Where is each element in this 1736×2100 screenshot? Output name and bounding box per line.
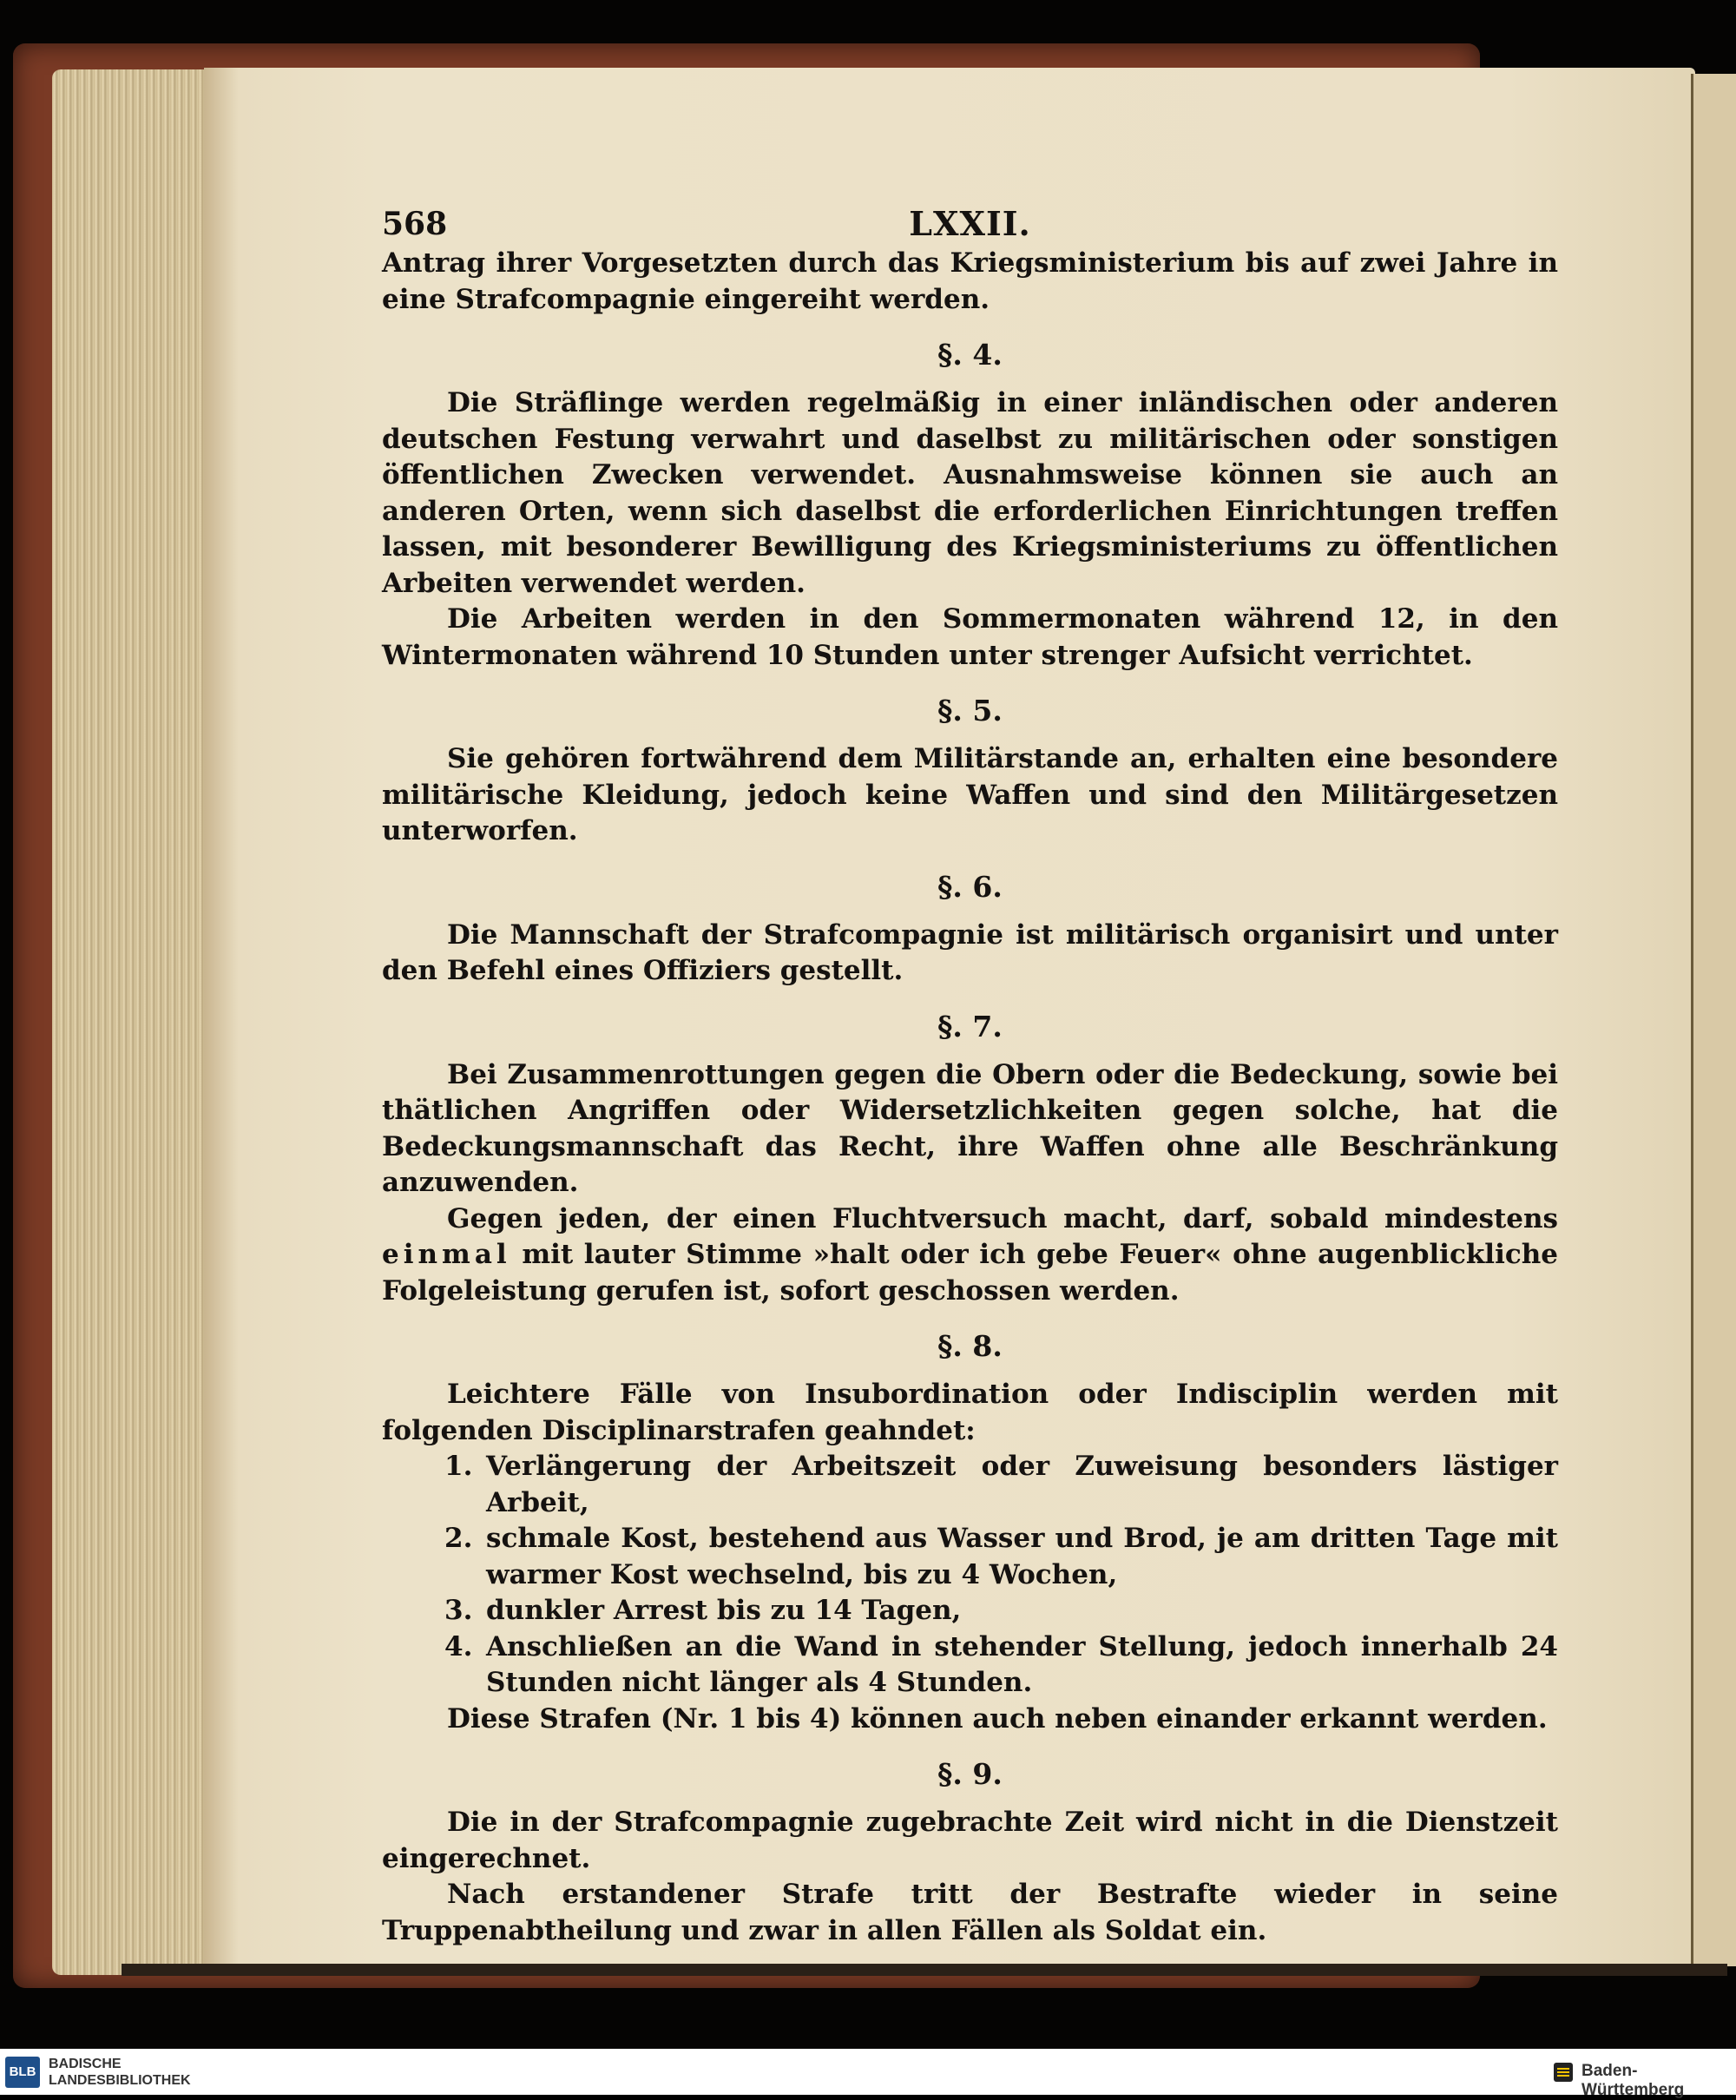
facing-page-edge	[1691, 74, 1736, 1966]
list-text: Anschließen an die Wand in stehender Stellung, jedoch innerhalb 24 Stunden nicht länger als 4 Stunden.	[486, 1630, 1558, 1698]
list-number: 1.	[444, 1451, 473, 1482]
list-item	[382, 1449, 1558, 1521]
paragraph-intro: Antrag ihrer Vorgesetzten durch das Kriegsministerium bis auf zwei Jahre in eine Strafcompagnie eingereiht werden.	[382, 247, 1558, 315]
list-number: 4.	[444, 1630, 473, 1662]
paragraph-s8-1: Leichtere Fälle von Insubordination oder Indisciplin werden mit folgenden Disciplinarstrafen geahndet:	[382, 1379, 1558, 1446]
list-number: 3.	[444, 1595, 473, 1626]
text-run: Gegen jeden, der einen Fluchtversuch macht, darf, sobald mindestens	[447, 1202, 1558, 1234]
paragraph-s4-2: Die Arbeiten werden in den Sommermonaten während 12, in den Wintermonaten während 10 Stunden unter strenger Aufsicht verrichtet.	[382, 603, 1558, 671]
library-name-line2: LANDESBIBLIOTHEK	[49, 2073, 191, 2088]
page-edges	[52, 69, 213, 1975]
section-heading-9: §. 9.	[937, 1757, 1003, 1791]
bw-coat-of-arms-icon	[1552, 2061, 1575, 2084]
paragraph-s4-1: Die Sträflinge werden regelmäßig in einer inländischen oder anderen deutschen Festung verwahrt und daselbst zu militärischen oder sonstigen öffentlichen Zwecken verwendet. Ausnahmsweise können sie auch an anderen Orten, wenn sich daselbst die erforderlichen Einrichtungen treffen lassen, mit besonderer Bewilligung des Kriegsministeriums zu öffentlichen Arbeiten verwendet werden.	[382, 387, 1558, 599]
list-number: 2.	[444, 1523, 473, 1554]
page-shadow	[122, 1964, 1727, 1976]
state-label[interactable]: Baden-Württemberg	[1581, 2062, 1685, 2099]
text-run: mit lauter Stimme »halt oder ich gebe Feuer« ohne augenblickliche Folgeleistung gerufen ist, sofort geschossen werden.	[382, 1239, 1558, 1307]
chapter-number: LXXII.	[909, 204, 1031, 243]
section-heading-8: §. 8.	[937, 1329, 1003, 1363]
list-text: Verlängerung der Arbeitszeit oder Zuweisung besonders lästiger Arbeit,	[486, 1451, 1558, 1518]
paragraph-s9-2: Nach erstandener Strafe tritt der Bestrafte wieder in seine Truppenabtheilung und zwar in allen Fällen als Soldat ein.	[382, 1879, 1558, 1946]
penalty-list	[382, 1449, 1558, 1702]
running-header	[382, 195, 1558, 246]
page-text	[382, 195, 1558, 1949]
section-heading-6: §. 6.	[937, 869, 1003, 904]
list-text: schmale Kost, bestehend aus Wasser und Brod, je am dritten Tage mit warmer Kost wechselnd, bis zu 4 Wochen,	[486, 1523, 1558, 1590]
page-number: 568	[382, 206, 448, 242]
list-text: dunkler Arrest bis zu 14 Tagen,	[486, 1595, 962, 1626]
section-heading-5: §. 5.	[937, 694, 1003, 727]
paragraph-s8-2: Diese Strafen (Nr. 1 bis 4) können auch neben einander erkannt werden.	[447, 1702, 1548, 1735]
paragraph-s9-1: Die in der Strafcompagnie zugebrachte Zeit wird nicht in die Dienstzeit eingerechnet.	[382, 1807, 1558, 1874]
section-heading-7: §. 7.	[937, 1009, 1003, 1043]
library-name	[49, 2056, 191, 2089]
emphasis-spaced: einmal	[382, 1239, 511, 1270]
paragraph-s5-1: Sie gehören fortwährend dem Militärstande an, erhalten eine besondere militärische Kleidung, jedoch keine Waffen und sind den Militärgesetzen unterworfen.	[382, 743, 1558, 846]
library-name-line1: BADISCHE	[49, 2057, 122, 2071]
paragraph-s7-2	[382, 1201, 1558, 1310]
section-heading-4: §. 4.	[937, 338, 1003, 372]
list-item	[382, 1521, 1558, 1593]
list-item	[382, 1629, 1558, 1702]
blb-logo-icon[interactable]: BLB	[5, 2057, 40, 2088]
paragraph-s6-1: Die Mannschaft der Strafcompagnie ist militärisch organisirt und unter den Befehl eines Offiziers gestellt.	[382, 918, 1558, 986]
paragraph-s7-1: Bei Zusammenrottungen gegen die Obern oder die Bedeckung, sowie bei thätlichen Angriffen oder Widersetzlichkeiten gegen solche, hat die Bedeckungsmannschaft das Recht, ihre Waffen ohne alle Beschränkung anzuwenden.	[382, 1058, 1558, 1198]
list-item	[382, 1593, 1558, 1629]
viewer-footer	[0, 2049, 1736, 2099]
